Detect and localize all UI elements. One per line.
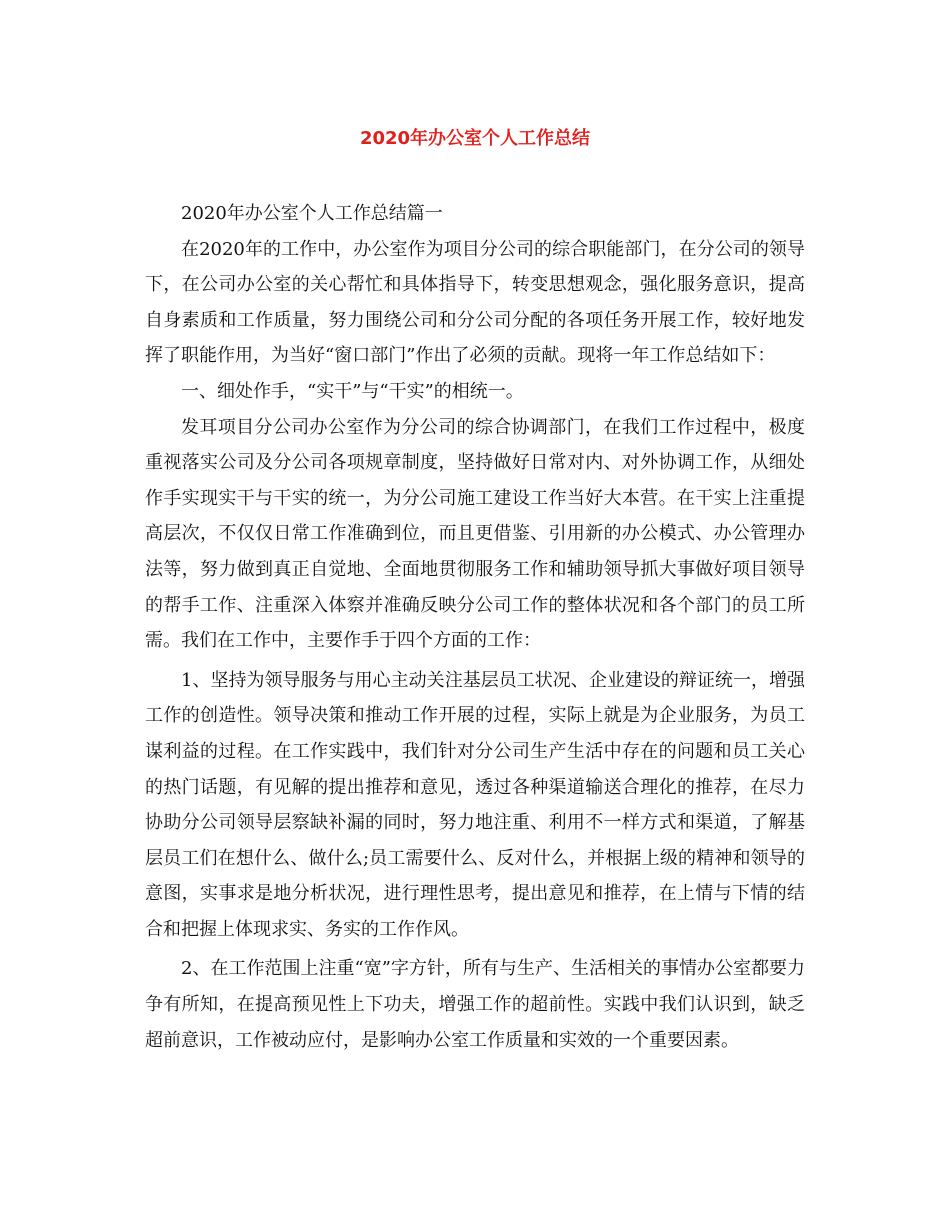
section-heading: 2020年办公室个人工作总结篇一 [181,203,443,224]
paragraph-office-role: 发耳项目分公司办公室作为分公司的综合协调部门，在我们工作过程中，极度重视落实公司及分公司各项规章制度，坚持做好日常对内、对外协调工作，从细处作手实现实干与干实的统一，为分公司施工建设工作当好大本营。在干实上注重提高层次，不仅仅日常工作准确到位，而且更借鉴、引用新的办公模式、办公管理办法等，努力做到真正自觉地、全面地贯彻服务工作和辅助领导抓大事做好项目领导的帮手工作、注重深入体察并准确反映分公司工作的整体状况和各个部门的员工所需。我们在工作中，主要作手于四个方面的工作： [145,416,805,652]
document-body [145,196,805,1058]
paragraph-item-2: 2、在工作范围上注重“宽”字方针，所有与生产、生活相关的事情办公室都要力争有所知，在提高预见性上下功夫，增强工作的超前性。实践中我们认识到，缺乏超前意识，工作被动应付，是影响办公室工作质量和实效的一个重要因素。 [145,958,805,1051]
paragraph-intro: 在2020年的工作中，办公室作为项目分公司的综合职能部门，在分公司的领导下，在公司办公室的关心帮忙和具体指导下，转变思想观念，强化服务意识，提高自身素质和工作质量，努力围绕公司和分公司分配的各项任务开展工作，较好地发挥了职能作用，为当好“窗口部门”作出了必须的贡献。现将一年工作总结如下： [145,238,805,367]
paragraph-item-1: 1、坚持为领导服务与用心主动关注基层员工状况、企业建设的辩证统一，增强工作的创造性。领导决策和推动工作开展的过程，实际上就是为企业服务，为员工谋利益的过程。在工作实践中，我们针对分公司生产生活中存在的问题和员工关心的热门话题，有见解的提出推荐和意见，透过各种渠道输送合理化的推荐，在尽力协助分公司领导层察缺补漏的同时，努力地注重、利用不一样方式和渠道，了解基层员工们在想什么、做什么;员工需要什么、反对什么，并根据上级的精神和领导的意图，实事求是地分析状况，进行理性思考，提出意见和推荐，在上情与下情的结合和把握上体现求实、务实的工作作风。 [145,669,805,940]
paragraph-heading-one: 一、细处作手，“实干”与“干实”的相统一。 [181,380,524,402]
document-title: 2020年办公室个人工作总结 [359,128,591,149]
